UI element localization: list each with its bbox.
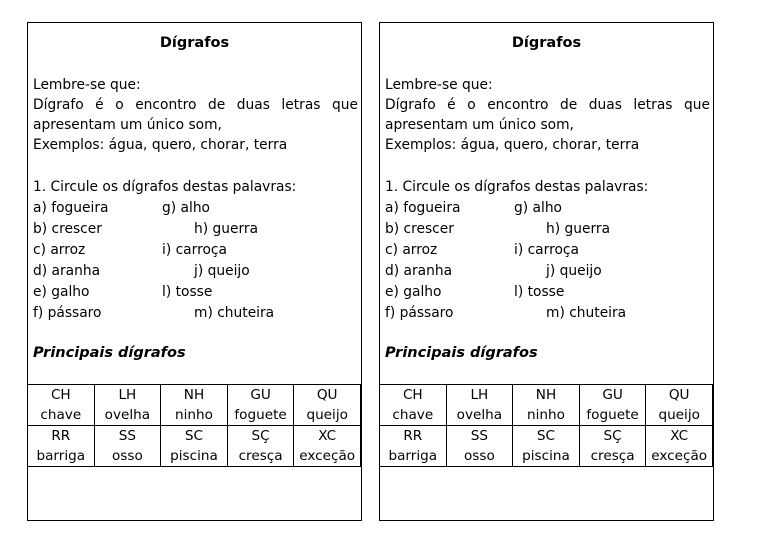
intro-line: Dígrafo é o encontro de duas letras que xyxy=(385,97,710,113)
intro-line: apresentam um único som, xyxy=(385,117,574,133)
exercise-item: c) arroz xyxy=(385,242,438,258)
exercise-item: b) crescer xyxy=(33,221,102,237)
exercise-item: m) chuteira xyxy=(194,305,275,321)
exercise-title: 1. Circule os dígrafos destas palavras: xyxy=(385,179,649,195)
exercise-item: i) carroça xyxy=(162,242,227,258)
exercise-item: d) aranha xyxy=(33,263,101,279)
exercise-item: l) tosse xyxy=(162,284,213,300)
table-row xyxy=(28,426,361,467)
intro-line: Exemplos: água, quero, chorar, terra xyxy=(33,137,288,153)
digraph-cell: NH ninho xyxy=(513,385,580,426)
digraph-cell: NH ninho xyxy=(161,385,228,426)
intro-line: Exemplos: água, quero, chorar, terra xyxy=(385,137,640,153)
digraph-cell: XC exceção xyxy=(646,426,713,467)
digraph-table xyxy=(379,384,713,467)
exercise-item: b) crescer xyxy=(385,221,454,237)
card-title: Dígrafos xyxy=(511,35,582,51)
exercise-item: a) fogueira xyxy=(385,200,461,216)
exercise-item: j) queijo xyxy=(194,263,250,279)
subheading: Principais dígrafos xyxy=(33,345,186,361)
exercise-item: j) queijo xyxy=(546,263,602,279)
exercise-item: m) chuteira xyxy=(546,305,627,321)
digraph-cell: XC exceção xyxy=(294,426,361,467)
exercise-item: g) alho xyxy=(514,200,562,216)
exercise-item: h) guerra xyxy=(194,221,259,237)
digraph-cell: SS osso xyxy=(94,426,161,467)
intro-line: Dígrafo é o encontro de duas letras que xyxy=(33,97,358,113)
table-row xyxy=(28,385,361,426)
subheading: Principais dígrafos xyxy=(385,345,538,361)
digraph-cell: RR barriga xyxy=(28,426,95,467)
exercise-item: l) tosse xyxy=(514,284,565,300)
exercise-title: 1. Circule os dígrafos destas palavras: xyxy=(33,179,297,195)
digraph-cell: RR barriga xyxy=(380,426,447,467)
digraph-cell: GU foguete xyxy=(579,385,646,426)
digraph-cell: LH ovelha xyxy=(446,385,513,426)
card-title: Dígrafos xyxy=(159,35,230,51)
exercise-item: e) galho xyxy=(33,284,90,300)
exercise-item: g) alho xyxy=(162,200,210,216)
exercise-item: e) galho xyxy=(385,284,442,300)
table-row xyxy=(380,426,713,467)
intro-line: apresentam um único som, xyxy=(33,117,222,133)
digraph-cell: QU queijo xyxy=(646,385,713,426)
digraph-table xyxy=(27,384,361,467)
table-row xyxy=(380,385,713,426)
exercise-item: f) pássaro xyxy=(33,305,102,321)
worksheet-card-left xyxy=(27,22,362,521)
digraph-cell: LH ovelha xyxy=(94,385,161,426)
exercise-item: f) pássaro xyxy=(385,305,454,321)
digraph-cell: SÇ cresça xyxy=(227,426,294,467)
digraph-cell: CH chave xyxy=(28,385,95,426)
exercise-item: a) fogueira xyxy=(33,200,109,216)
digraph-cell: SÇ cresça xyxy=(579,426,646,467)
intro-line: Lembre-se que: xyxy=(33,77,141,93)
digraph-cell: GU foguete xyxy=(227,385,294,426)
exercise-item: d) aranha xyxy=(385,263,453,279)
exercise-item: i) carroça xyxy=(514,242,579,258)
exercise-item: c) arroz xyxy=(33,242,86,258)
digraph-cell: SC piscina xyxy=(513,426,580,467)
digraph-cell: SC piscina xyxy=(161,426,228,467)
digraph-cell: CH chave xyxy=(380,385,447,426)
digraph-cell: QU queijo xyxy=(294,385,361,426)
exercise-item: h) guerra xyxy=(546,221,611,237)
intro-line: Lembre-se que: xyxy=(385,77,493,93)
digraph-cell: SS osso xyxy=(446,426,513,467)
worksheet-card-right xyxy=(379,22,714,521)
